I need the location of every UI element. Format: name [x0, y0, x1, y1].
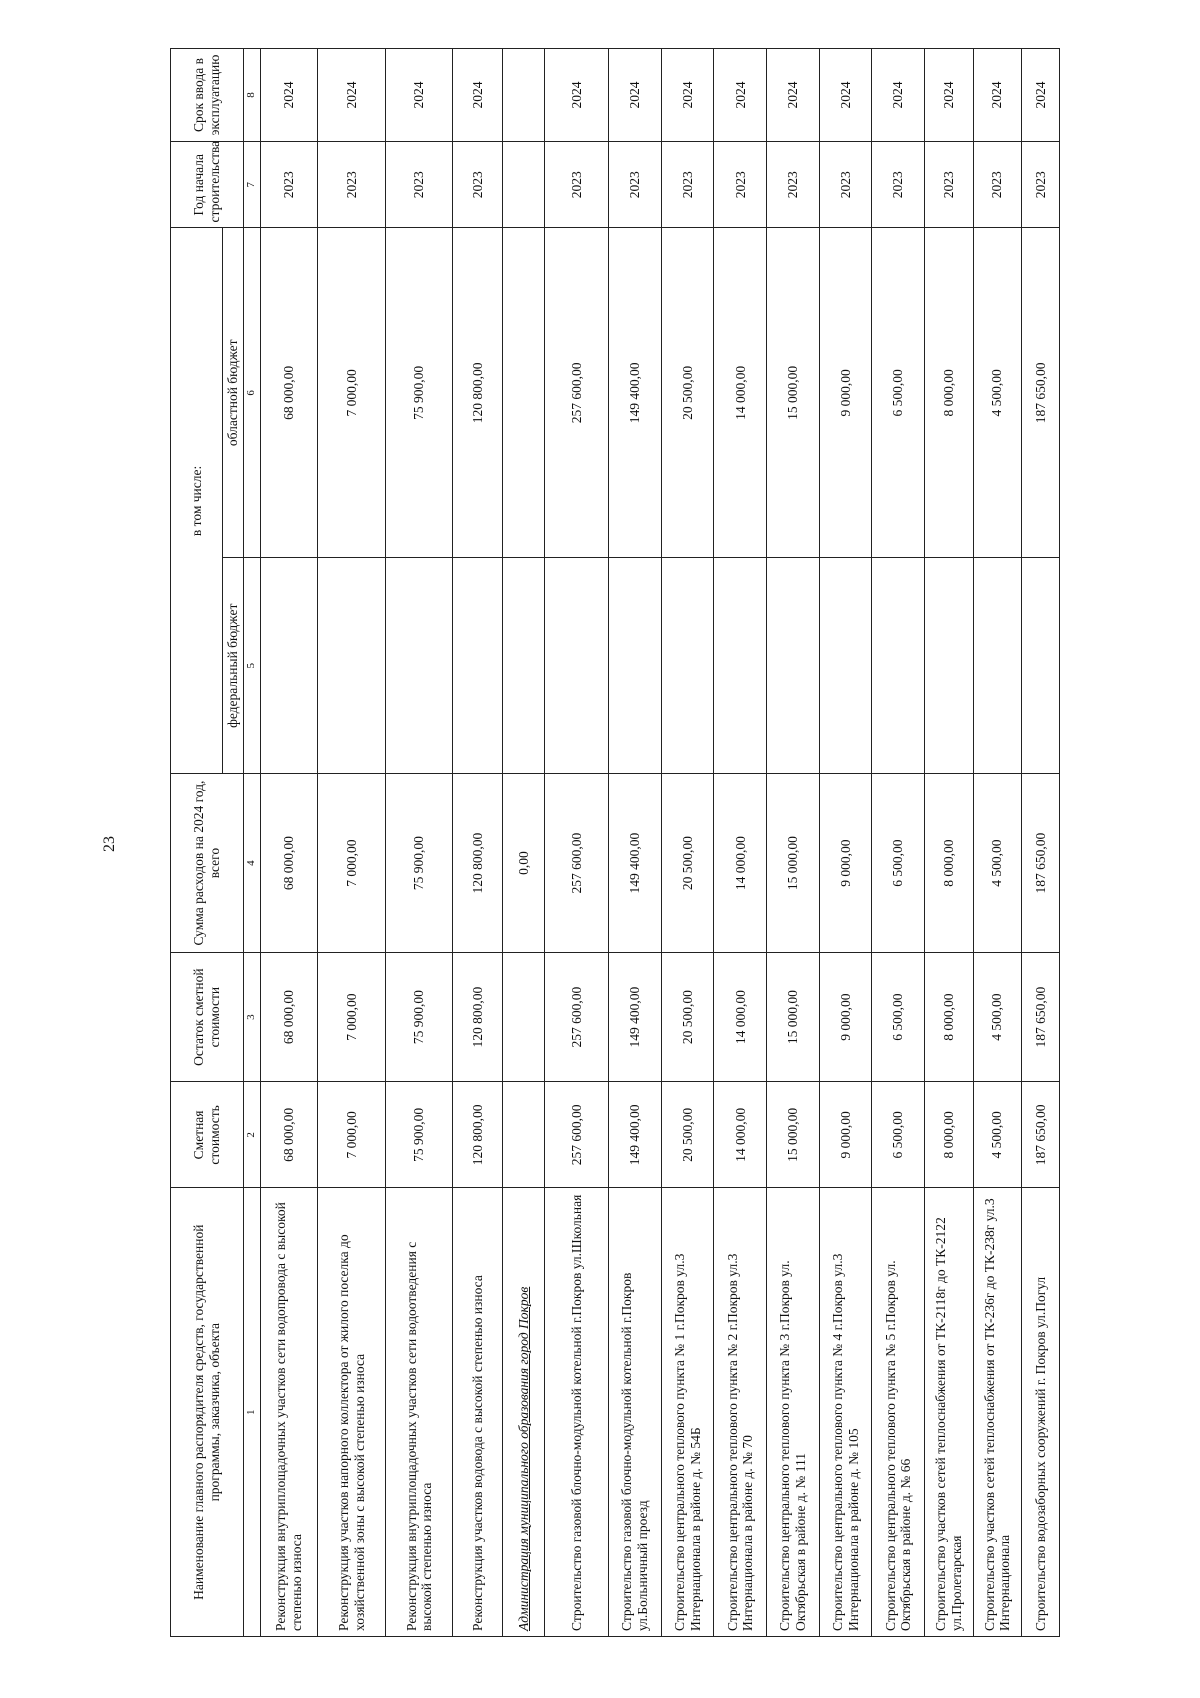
object-name-cell: Строительство газовой блочно-модульной котельной г.Покров ул.Школьная: [544, 1188, 608, 1637]
value-cell-col-3: 75 900,00: [385, 952, 452, 1082]
value-cell-col-5: [318, 558, 385, 774]
value-cell-col-6: 120 800,00: [453, 228, 503, 558]
value-cell-col-4: 257 600,00: [544, 774, 608, 952]
column-number: 7: [243, 142, 260, 228]
value-cell-col-5: [714, 558, 767, 774]
table-row: [819, 49, 872, 1637]
value-cell-col-5: [260, 558, 318, 774]
value-cell-col-6: 187 650,00: [1021, 228, 1059, 558]
capital-construction-table: [170, 48, 1060, 1637]
value-cell-col-3: [502, 952, 544, 1082]
column-number: 5: [243, 558, 260, 774]
table-row: [609, 49, 662, 1637]
value-cell-col-3: 7 000,00: [318, 952, 385, 1082]
value-cell-col-4: 68 000,00: [260, 774, 318, 952]
object-name-cell: Строительство центрального теплового пункта № 5 г.Покров ул. Октябрьская в районе д. № 66: [872, 1188, 925, 1637]
value-cell-col-6: 4 500,00: [973, 228, 1021, 558]
value-cell-col-2: 120 800,00: [453, 1082, 503, 1188]
table-row: [872, 49, 925, 1637]
value-cell-col-8: 2024: [819, 49, 872, 142]
table-row: [453, 49, 503, 1637]
object-name-cell: Строительство водозаборных сооружений г. Покров ул.Погул: [1021, 1188, 1059, 1637]
value-cell-col-3: 68 000,00: [260, 952, 318, 1082]
value-cell-col-6: 15 000,00: [767, 228, 820, 558]
value-cell-col-2: 75 900,00: [385, 1082, 452, 1188]
value-cell-col-7: 2023: [714, 142, 767, 228]
value-cell-col-4: 14 000,00: [714, 774, 767, 952]
value-cell-col-5: [767, 558, 820, 774]
value-cell-col-3: 4 500,00: [973, 952, 1021, 1082]
value-cell-col-8: 2024: [260, 49, 318, 142]
value-cell-col-8: 2024: [661, 49, 714, 142]
value-cell-col-2: 187 650,00: [1021, 1082, 1059, 1188]
value-cell-col-2: 257 600,00: [544, 1082, 608, 1188]
value-cell-col-7: 2023: [661, 142, 714, 228]
value-cell-col-8: 2024: [1021, 49, 1059, 142]
object-name-cell: Реконструкция участков напорного коллектора от жилого поселка до хозяйственной зоны с высокой степенью износа: [318, 1188, 385, 1637]
value-cell-col-2: 15 000,00: [767, 1082, 820, 1188]
value-cell-col-8: 2024: [714, 49, 767, 142]
value-cell-col-7: 2023: [973, 142, 1021, 228]
column-number: 2: [243, 1082, 260, 1188]
value-cell-col-4: 15 000,00: [767, 774, 820, 952]
object-name-cell: Реконструкция внутриплощадочных участков сети водопровода с высокой степенью износа: [260, 1188, 318, 1637]
table-row: [260, 49, 318, 1637]
value-cell-col-5: [872, 558, 925, 774]
header-name: Наименование главного распорядителя средств, государственной программы, заказчика, объекта: [171, 1188, 244, 1637]
value-cell-col-7: 2023: [544, 142, 608, 228]
value-cell-col-6: 8 000,00: [925, 228, 973, 558]
value-cell-col-6: 14 000,00: [714, 228, 767, 558]
value-cell-col-4: 75 900,00: [385, 774, 452, 952]
table-container: [170, 48, 1060, 1637]
object-name-cell: Строительство центрального теплового пункта № 4 г.Покров ул.3 Интернационала в районе д. № 105: [819, 1188, 872, 1637]
value-cell-col-7: 2023: [872, 142, 925, 228]
value-cell-col-8: 2024: [544, 49, 608, 142]
object-name-cell: Строительство газовой блочно-модульной котельной г.Покров ул.Больничный проезд: [609, 1188, 662, 1637]
header-commission-year: Срок ввода в эксплуатацию: [171, 49, 244, 142]
table-row: [973, 49, 1021, 1637]
value-cell-col-8: 2024: [453, 49, 503, 142]
header-start-year: Год начала строительства: [171, 142, 244, 228]
value-cell-col-3: 187 650,00: [1021, 952, 1059, 1082]
value-cell-col-2: 6 500,00: [872, 1082, 925, 1188]
table-row: [714, 49, 767, 1637]
value-cell-col-8: [502, 49, 544, 142]
value-cell-col-2: [502, 1082, 544, 1188]
value-cell-col-4: 187 650,00: [1021, 774, 1059, 952]
header-estimated-cost: Сметная стоимость: [171, 1082, 244, 1188]
table-row: [661, 49, 714, 1637]
value-cell-col-8: 2024: [973, 49, 1021, 142]
value-cell-col-6: 20 500,00: [661, 228, 714, 558]
value-cell-col-8: 2024: [318, 49, 385, 142]
value-cell-col-6: 6 500,00: [872, 228, 925, 558]
table-row: [544, 49, 608, 1637]
header-remaining-cost: Остаток сметной стоимости: [171, 952, 244, 1082]
value-cell-col-7: 2023: [1021, 142, 1059, 228]
column-number: 4: [243, 774, 260, 952]
value-cell-col-6: [502, 228, 544, 558]
value-cell-col-8: 2024: [609, 49, 662, 142]
header-including: в том числе:: [171, 228, 223, 774]
object-name-cell: Строительство центрального теплового пункта № 2 г.Покров ул.3 Интернационала в районе д. № 70: [714, 1188, 767, 1637]
table-row: [925, 49, 973, 1637]
value-cell-col-2: 7 000,00: [318, 1082, 385, 1188]
value-cell-col-7: 2023: [925, 142, 973, 228]
value-cell-col-4: 8 000,00: [925, 774, 973, 952]
value-cell-col-5: [925, 558, 973, 774]
table-row: [502, 49, 544, 1637]
value-cell-col-4: 6 500,00: [872, 774, 925, 952]
value-cell-col-4: 4 500,00: [973, 774, 1021, 952]
value-cell-col-2: 9 000,00: [819, 1082, 872, 1188]
value-cell-col-2: 149 400,00: [609, 1082, 662, 1188]
value-cell-col-3: 149 400,00: [609, 952, 662, 1082]
value-cell-col-3: 120 800,00: [453, 952, 503, 1082]
object-name-cell: Строительство участков сетей теплоснабжения от ТК-2118г до ТК-2122 ул.Пролетарская: [925, 1188, 973, 1637]
value-cell-col-5: [453, 558, 503, 774]
table-row: [318, 49, 385, 1637]
value-cell-col-5: [661, 558, 714, 774]
value-cell-col-6: 75 900,00: [385, 228, 452, 558]
value-cell-col-7: 2023: [819, 142, 872, 228]
value-cell-col-6: 149 400,00: [609, 228, 662, 558]
value-cell-col-3: 9 000,00: [819, 952, 872, 1082]
value-cell-col-2: 68 000,00: [260, 1082, 318, 1188]
value-cell-col-4: 7 000,00: [318, 774, 385, 952]
object-name-cell: Реконструкция участков водовода с высокой степенью износа: [453, 1188, 503, 1637]
value-cell-col-8: 2024: [385, 49, 452, 142]
header-federal-budget: федеральный бюджет: [223, 558, 244, 774]
value-cell-col-2: 4 500,00: [973, 1082, 1021, 1188]
table-row: [1021, 49, 1059, 1637]
value-cell-col-7: [502, 142, 544, 228]
value-cell-col-7: 2023: [318, 142, 385, 228]
value-cell-col-8: 2024: [767, 49, 820, 142]
value-cell-col-6: 9 000,00: [819, 228, 872, 558]
value-cell-col-7: 2023: [385, 142, 452, 228]
column-numbers-row: [243, 49, 260, 1637]
value-cell-col-5: [609, 558, 662, 774]
table-row: [385, 49, 452, 1637]
value-cell-col-4: 149 400,00: [609, 774, 662, 952]
value-cell-col-3: 20 500,00: [661, 952, 714, 1082]
value-cell-col-4: 120 800,00: [453, 774, 503, 952]
value-cell-col-4: 20 500,00: [661, 774, 714, 952]
value-cell-col-4: 0,00: [502, 774, 544, 952]
value-cell-col-3: 15 000,00: [767, 952, 820, 1082]
value-cell-col-6: 257 600,00: [544, 228, 608, 558]
column-number: 3: [243, 952, 260, 1082]
value-cell-col-5: [973, 558, 1021, 774]
value-cell-col-8: 2024: [872, 49, 925, 142]
object-name-cell: Строительство центрального теплового пункта № 3 г.Покров ул. Октябрьская в районе д. № 111: [767, 1188, 820, 1637]
value-cell-col-4: 9 000,00: [819, 774, 872, 952]
object-name-cell: Реконструкция внутриплощадочных участков сети водоотведения с высокой степенью износа: [385, 1188, 452, 1637]
organization-heading: Администрация муниципального образования город Покров: [515, 1286, 531, 1631]
column-number: 1: [243, 1188, 260, 1637]
value-cell-col-6: 7 000,00: [318, 228, 385, 558]
value-cell-col-2: 20 500,00: [661, 1082, 714, 1188]
value-cell-col-3: 6 500,00: [872, 952, 925, 1082]
column-number: 6: [243, 228, 260, 558]
column-number: 8: [243, 49, 260, 142]
value-cell-col-5: [819, 558, 872, 774]
value-cell-col-5: [385, 558, 452, 774]
value-cell-col-3: 14 000,00: [714, 952, 767, 1082]
value-cell-col-2: 14 000,00: [714, 1082, 767, 1188]
header-regional-budget: областной бюджет: [223, 228, 244, 558]
page-number: 23: [101, 836, 118, 852]
value-cell-col-5: [1021, 558, 1059, 774]
value-cell-col-5: [544, 558, 608, 774]
value-cell-col-6: 68 000,00: [260, 228, 318, 558]
object-name-cell: Строительство участков сетей теплоснабжения от ТК-236г до ТК-238г ул.3 Интернационала: [973, 1188, 1021, 1637]
value-cell-col-2: 8 000,00: [925, 1082, 973, 1188]
object-name-cell: Строительство центрального теплового пункта № 1 г.Покров ул.3 Интернационала в районе д. № 54Б: [661, 1188, 714, 1637]
header-expenses-2024: Сумма расходов на 2024 год, всего: [171, 774, 244, 952]
value-cell-col-8: 2024: [925, 49, 973, 142]
value-cell-col-7: 2023: [609, 142, 662, 228]
table-row: [767, 49, 820, 1637]
object-name-cell: [502, 1188, 544, 1637]
value-cell-col-7: 2023: [767, 142, 820, 228]
value-cell-col-7: 2023: [453, 142, 503, 228]
value-cell-col-7: 2023: [260, 142, 318, 228]
value-cell-col-5: [502, 558, 544, 774]
value-cell-col-3: 8 000,00: [925, 952, 973, 1082]
value-cell-col-3: 257 600,00: [544, 952, 608, 1082]
